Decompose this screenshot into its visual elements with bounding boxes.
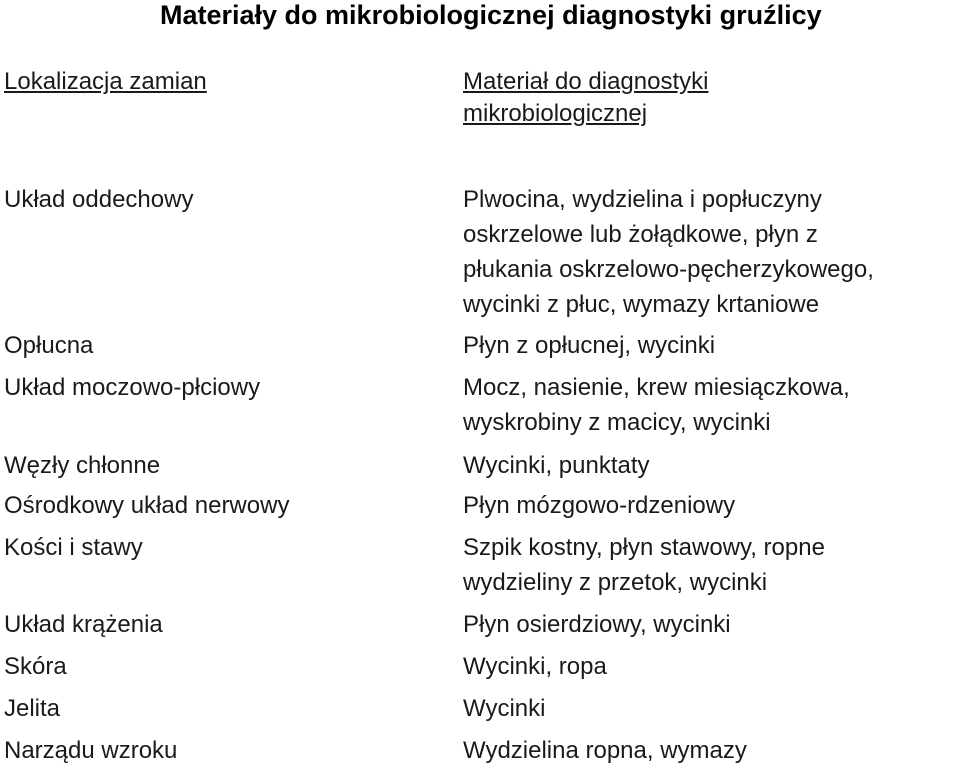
location-lymph-nodes: Węzły chłonne bbox=[4, 452, 161, 479]
material-line: Mocz, nasienie, krew miesiączkowa, bbox=[463, 374, 850, 401]
page-title: Materiały do mikrobiologicznej diagnostyki gruźlicy bbox=[160, 0, 822, 30]
location-skin: Skóra bbox=[4, 653, 67, 680]
location-pleura: Opłucna bbox=[4, 332, 94, 359]
material-line: oskrzelowe lub żołądkowe, płyn z bbox=[463, 221, 818, 248]
column-header-material: Materiał do diagnostyki mikrobiologicznej bbox=[463, 68, 709, 127]
location-bones-joints: Kości i stawy bbox=[4, 534, 143, 561]
material-line: płukania oskrzelowo-pęcherzykowego, bbox=[463, 256, 874, 283]
material-line: Płyn mózgowo-rdzeniowy bbox=[463, 492, 736, 519]
location-intestines: Jelita bbox=[4, 695, 61, 722]
material-line: Płyn z opłucnej, wycinki bbox=[463, 332, 716, 359]
material-line: wycinki z płuc, wymazy krtaniowe bbox=[463, 291, 820, 318]
location-cns: Ośrodkowy układ nerwowy bbox=[4, 492, 290, 519]
material-line: Płyn osierdziowy, wycinki bbox=[463, 611, 731, 638]
material-line: Wycinki bbox=[463, 695, 546, 722]
material-line: Wycinki, punktaty bbox=[463, 452, 650, 479]
material-line: wyskrobiny z macicy, wycinki bbox=[463, 409, 771, 436]
material-line: Szpik kostny, płyn stawowy, ropne bbox=[463, 534, 825, 561]
material-line: Wydzielina ropna, wymazy bbox=[463, 737, 747, 764]
material-line: Wycinki, ropa bbox=[463, 653, 607, 680]
column-header-location: Lokalizacja zamian bbox=[4, 68, 207, 95]
location-circulatory: Układ krążenia bbox=[4, 611, 163, 638]
location-urogenital: Układ moczowo-płciowy bbox=[4, 374, 261, 401]
location-eye: Narządu wzroku bbox=[4, 737, 178, 764]
material-line: Plwocina, wydzielina i popłuczyny bbox=[463, 186, 822, 213]
material-line: wydzieliny z przetok, wycinki bbox=[463, 569, 768, 596]
location-respiratory: Układ oddechowy bbox=[4, 186, 194, 213]
